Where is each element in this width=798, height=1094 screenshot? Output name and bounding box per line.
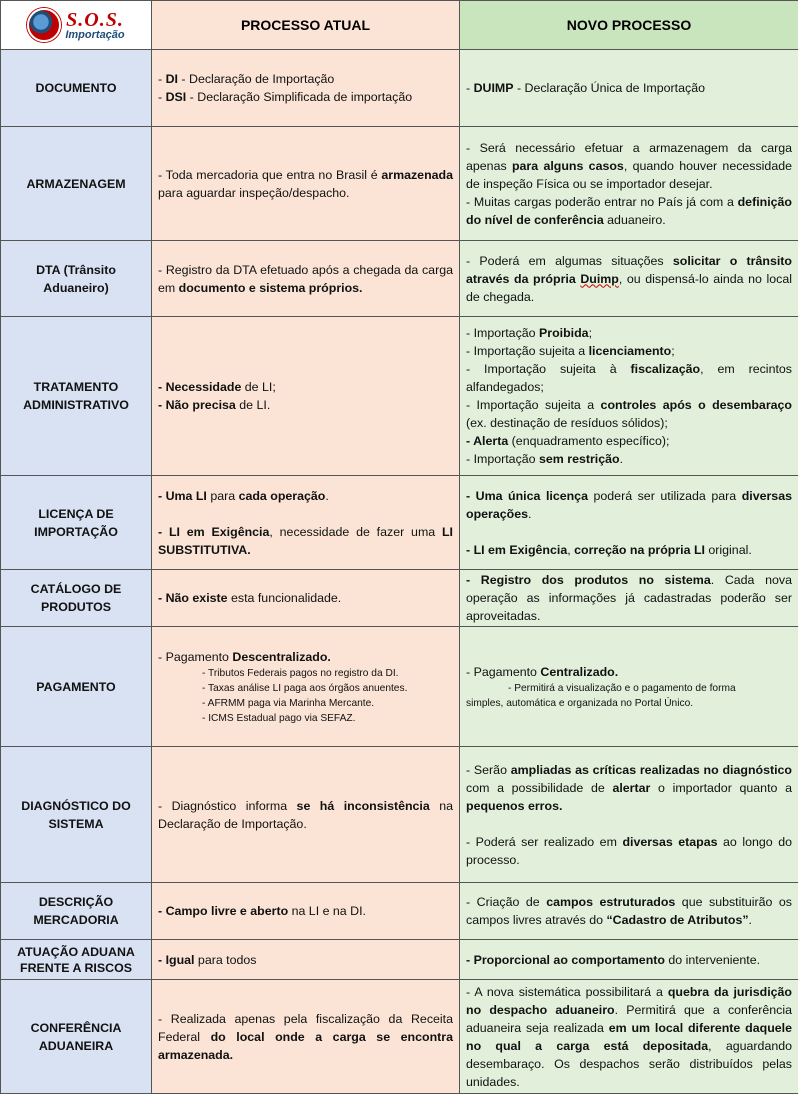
current-cell: - DI - Declaração de Importação - DSI - Declaração Simplificada de importação: [152, 50, 460, 127]
new-cell: - Poderá em algumas situações solicitar o trânsito através da própria Duimp, ou dispensá-lo ainda no local de chegada.: [460, 241, 798, 317]
table-row: [1, 241, 798, 317]
row-label: LICENÇA DE IMPORTAÇÃO: [1, 476, 152, 570]
row-label: ARMAZENAGEM: [1, 127, 152, 241]
table-row: [1, 940, 798, 980]
row-label: PAGAMENTO: [1, 627, 152, 747]
new-cell: - Proporcional ao comportamento do interveniente.: [460, 940, 798, 980]
new-cell: - DUIMP - Declaração Única de Importação: [460, 50, 798, 127]
row-label: DESCRIÇÃO MERCADORIA: [1, 883, 152, 940]
current-cell: - Registro da DTA efetuado após a chegada da carga em documento e sistema próprios.: [152, 241, 460, 317]
table-row: [1, 980, 798, 1094]
table-row: [1, 476, 798, 570]
header-new-process: NOVO PROCESSO: [460, 1, 798, 50]
current-cell: - Igual para todos: [152, 940, 460, 980]
table-row: [1, 317, 798, 476]
table-row: [1, 127, 798, 241]
list-item: - Permitirá a visualização e o pagamento de forma: [508, 682, 736, 694]
row-label: CATÁLOGO DE PRODUTOS: [1, 570, 152, 627]
list-item: - Taxas análise LI paga aos órgãos anuentes.: [202, 682, 408, 694]
current-cell: - Uma LI para cada operação. - LI em Exigência, necessidade de fazer uma LI SUBSTITUTIVA.: [152, 476, 460, 570]
list-item: - AFRMM paga via Marinha Mercante.: [202, 697, 375, 709]
current-cell: - Campo livre e aberto na LI e na DI.: [152, 883, 460, 940]
header-row: [1, 1, 798, 50]
row-label: DIAGNÓSTICO DO SISTEMA: [1, 747, 152, 883]
current-cell: - Toda mercadoria que entra no Brasil é armazenada para aguardar inspeção/despacho.: [152, 127, 460, 241]
row-label: TRATAMENTO ADMINISTRATIVO: [1, 317, 152, 476]
logo-brand: S.O.S.: [66, 8, 124, 31]
lifebuoy-icon: [27, 8, 61, 42]
row-label: DOCUMENTO: [1, 50, 152, 127]
current-cell: - Pagamento Descentralizado. - Tributos Federais pagos no registro da DI. - Taxas análise LI paga aos órgãos anuentes. - AFRMM paga via Marinha Mercante. - ICMS Estadual pago via SEFAZ.: [152, 627, 460, 747]
row-label: CONFERÊNCIA ADUANEIRA: [1, 980, 152, 1094]
current-cell: - Necessidade de LI; - Não precisa de LI.: [152, 317, 460, 476]
header-current-process: PROCESSO ATUAL: [152, 1, 460, 50]
row-label: ATUAÇÃO ADUANA FRENTE A RISCOS: [1, 940, 152, 980]
new-cell: - Pagamento Centralizado. - Permitirá a visualização e o pagamento de forma simples, automática e organizada no Portal Único.: [460, 627, 798, 747]
list-item: - Tributos Federais pagos no registro da DI.: [202, 667, 399, 679]
row-label: DTA (Trânsito Aduaneiro): [1, 241, 152, 317]
new-cell: - A nova sistemática possibilitará a quebra da jurisdição no despacho aduaneiro. Permitirá que a conferência aduaneira seja realizada em um local diferente daquele no qual a carga está depositada, aguardando desembaraço. Os despachos serão distribuídos pelas unidades.: [460, 980, 798, 1094]
list-item: simples, automática e organizada no Portal Único.: [466, 697, 694, 709]
current-cell: - Diagnóstico informa se há inconsistência na Declaração de Importação.: [152, 747, 460, 883]
list-item: - ICMS Estadual pago via SEFAZ.: [202, 712, 356, 724]
new-cell: - Uma única licença poderá ser utilizada para diversas operações. - LI em Exigência, correção na própria LI original.: [460, 476, 798, 570]
current-cell: - Não existe esta funcionalidade.: [152, 570, 460, 627]
new-cell: - Importação Proibida; - Importação sujeita a licenciamento; - Importação sujeita à fiscalização, em recintos alfandegados; - Importação sujeita a controles após o desembaraço (ex. destinação de resíduos sólidos); - Alerta (enquadramento específico); - Importação sem restrição.: [460, 317, 798, 476]
table-row: [1, 747, 798, 883]
table-row: [1, 627, 798, 747]
new-cell: - Será necessário efetuar a armazenagem da carga apenas para alguns casos, quando houver necessidade de inspeção Física ou se importador desejar. - Muitas cargas poderão entrar no País já com a definição do nível de conferência aduaneiro.: [460, 127, 798, 241]
current-cell: - Realizada apenas pela fiscalização da Receita Federal do local onde a carga se encontra armazenada.: [152, 980, 460, 1094]
table-row: [1, 570, 798, 627]
logo-cell: [1, 1, 152, 50]
table-row: [1, 883, 798, 940]
logo: [1, 3, 151, 47]
new-cell: - Criação de campos estruturados que substituirão os campos livres através do “Cadastro de Atributos”.: [460, 883, 798, 940]
logo-subtitle: Importação: [65, 28, 125, 41]
table-row: [1, 50, 798, 127]
new-cell: - Serão ampliadas as críticas realizadas no diagnóstico com a possibilidade de alertar o importador quanto a pequenos erros. - Poderá ser realizado em diversas etapas ao longo do processo.: [460, 747, 798, 883]
new-cell: - Registro dos produtos no sistema. Cada nova operação as informações já cadastradas poderão ser aproveitadas.: [460, 570, 798, 627]
